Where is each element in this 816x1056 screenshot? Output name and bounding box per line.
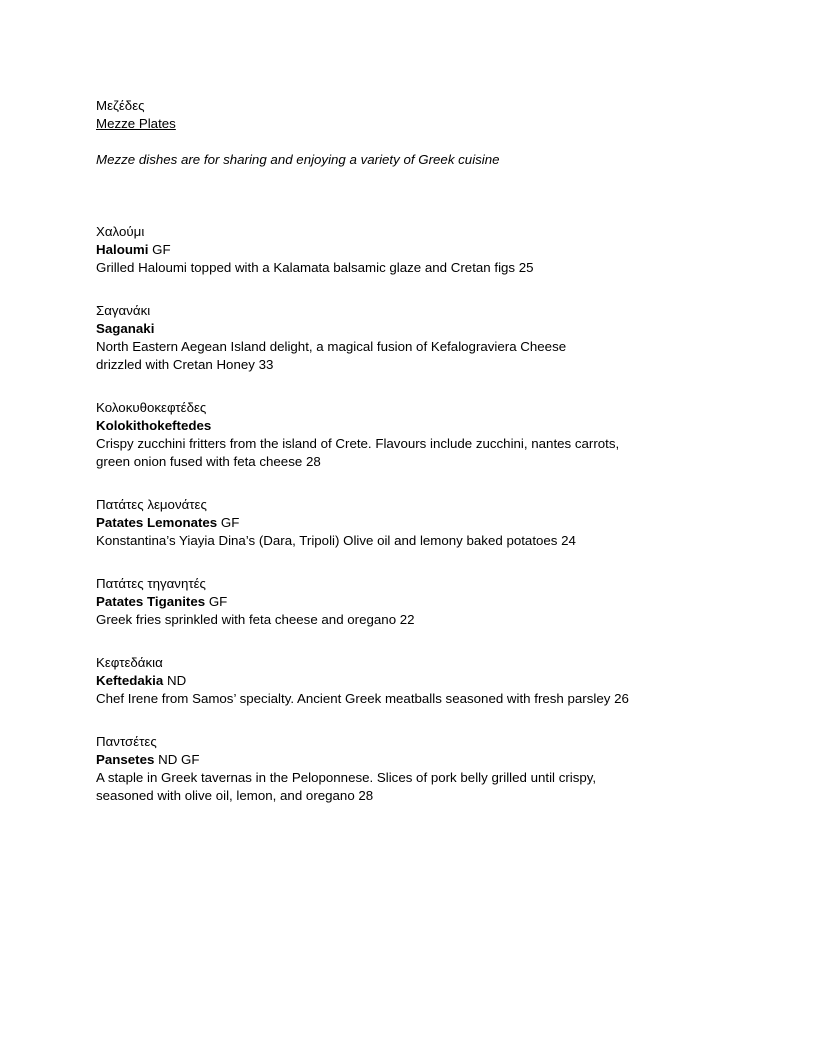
item-tags: GF — [205, 594, 228, 609]
greek-section-title: Μεζέδες — [96, 98, 145, 113]
item-greek-name: Κολοκυθοκεφτέδες — [96, 400, 207, 415]
item-greek-name: Κεφτεδάκια — [96, 655, 163, 670]
item-greek-name: Χαλούμι — [96, 224, 145, 239]
menu-item-kolokithokeftedes — [96, 399, 736, 471]
item-greek-name: Πατάτες λεμονάτες — [96, 497, 207, 512]
item-description: North Eastern Aegean Island delight, a magical fusion of Kefalograviera Cheese — [96, 339, 567, 354]
menu-page — [96, 97, 736, 830]
item-name: Patates Tiganites — [96, 594, 206, 609]
item-greek-name: Σαγανάκι — [96, 303, 151, 318]
menu-item-patates-lemonates — [96, 496, 736, 550]
menu-item-patates-tiganites — [96, 575, 736, 629]
section-intro: Mezze dishes are for sharing and enjoying a variety of Greek cuisine — [96, 152, 500, 167]
item-description: green onion fused with feta cheese 28 — [96, 454, 321, 469]
item-tags: GF — [148, 242, 171, 257]
item-name: Kolokithokeftedes — [96, 418, 212, 433]
menu-item-keftedakia — [96, 654, 736, 708]
item-name: Haloumi — [96, 242, 149, 257]
item-description: Crispy zucchini fritters from the island of Crete. Flavours include zucchini, nantes carrots, — [96, 436, 620, 451]
menu-item-saganaki — [96, 302, 736, 374]
item-tags: ND GF — [154, 752, 200, 767]
menu-item-haloumi — [96, 223, 736, 277]
section-title: Mezze Plates — [96, 116, 176, 131]
item-name: Saganaki — [96, 321, 155, 336]
item-description: Konstantina’s Yiayia Dina’s (Dara, Tripoli) Olive oil and lemony baked potatoes 24 — [96, 533, 576, 548]
item-tags: ND — [163, 673, 187, 688]
item-greek-name: Παντσέτες — [96, 734, 157, 749]
item-greek-name: Πατάτες τηγανητές — [96, 576, 206, 591]
item-description: drizzled with Cretan Honey 33 — [96, 357, 274, 372]
item-description: Greek fries sprinkled with feta cheese and oregano 22 — [96, 612, 415, 627]
menu-items — [96, 223, 736, 805]
item-description: Grilled Haloumi topped with a Kalamata balsamic glaze and Cretan figs 25 — [96, 260, 534, 275]
item-name: Keftedakia — [96, 673, 164, 688]
item-description: seasoned with olive oil, lemon, and oregano 28 — [96, 788, 374, 803]
item-description: A staple in Greek tavernas in the Peloponnese. Slices of pork belly grilled until crispy, — [96, 770, 597, 785]
item-name: Pansetes — [96, 752, 155, 767]
item-tags: GF — [217, 515, 240, 530]
item-name: Patates Lemonates — [96, 515, 218, 530]
item-description: Chef Irene from Samos’ specialty. Ancient Greek meatballs seasoned with fresh parsley 26 — [96, 691, 629, 706]
menu-item-pansetes — [96, 733, 736, 805]
